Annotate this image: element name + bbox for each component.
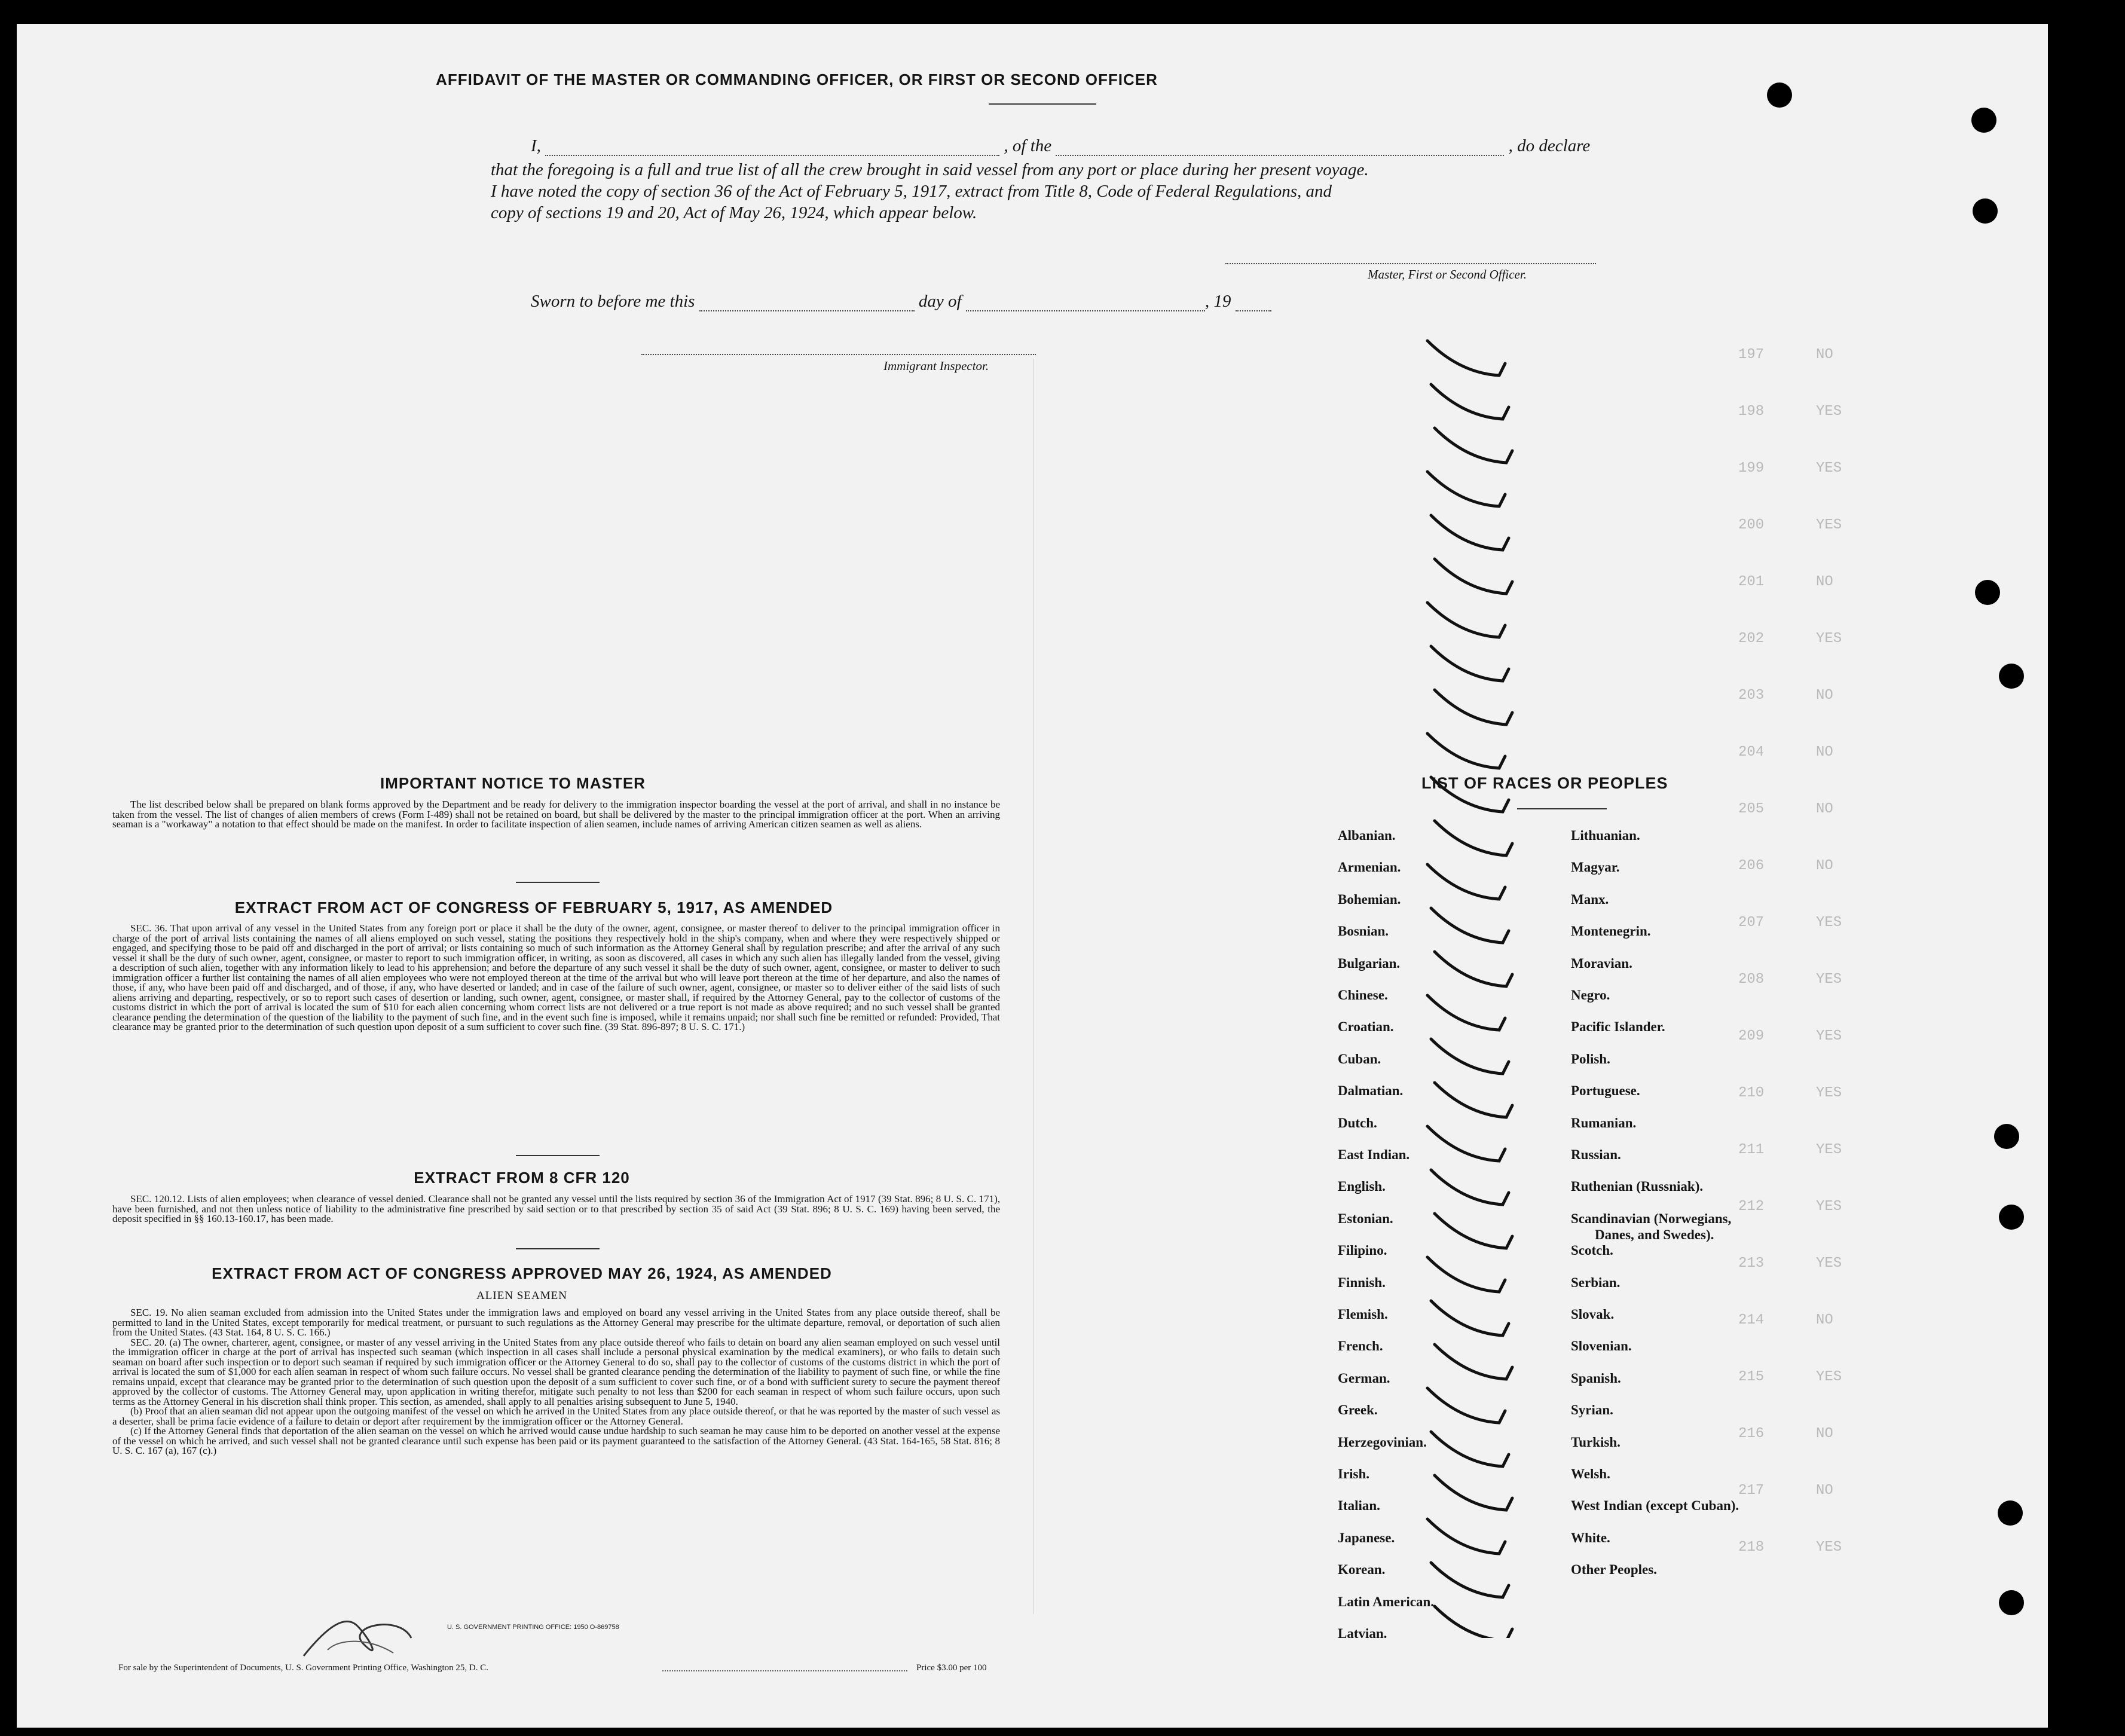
affidavit-of-the: , of the (1004, 136, 1052, 155)
race-left-item: Irish. (1338, 1466, 1370, 1481)
race-right-item: Magyar. (1571, 860, 1620, 875)
section-rule (516, 1155, 600, 1156)
race-left-item: Croatian. (1338, 1019, 1394, 1034)
race-right-item: Turkish. (1571, 1435, 1620, 1450)
race-right-item: Lithuanian. (1571, 828, 1640, 843)
bleed-row-number: 216 (1738, 1426, 1765, 1442)
bleed-code: YES (1816, 1199, 1842, 1215)
vessel-name-blank[interactable] (1056, 139, 1504, 156)
affidavit-line-4: copy of sections 19 and 20, Act of May 26, 1924, which appear below. (491, 203, 977, 222)
bleed-code: YES (1816, 404, 1842, 420)
race-right-item: Slovenian. (1571, 1338, 1632, 1353)
sworn-day-of: day of (918, 292, 962, 311)
inspector-signature-line[interactable] (641, 354, 1036, 355)
bleed-row-number: 203 (1738, 687, 1765, 704)
bleed-code: YES (1816, 1142, 1842, 1158)
race-left-item: Dutch. (1338, 1115, 1377, 1130)
punch-hole (1973, 198, 1998, 224)
check-mark (1427, 733, 1505, 768)
sec-120-paragraph: SEC. 120.12. Lists of alien employees; when clearance of vessel denied. Clearance shall not be granted any vessel until the lists required by section 36 of the Immigration Act of 1917 (39 Stat. 896; 8 U. S. C. 171), have been furnished, and not then unless notice of liability to the administrative fine prescribed by said section or to that prescribed by section 35 of said Act (39 Stat. 896; 8 U. S. C. 169) having been served, the deposit specified in §§ 160.13-160.17, has been made. (112, 1193, 1000, 1224)
race-right-item: Welsh. (1571, 1466, 1610, 1481)
bleed-row-number: 204 (1738, 744, 1765, 760)
race-right-item: White. (1571, 1530, 1610, 1545)
race-left-item: Cuban. (1338, 1052, 1381, 1066)
sworn-day-blank[interactable] (699, 295, 915, 311)
bleed-code: NO (1816, 1312, 1833, 1328)
punch-hole (1999, 664, 2024, 689)
check-mark (1435, 821, 1512, 855)
race-right-item: Negro. (1571, 988, 1610, 1003)
bleed-code: YES (1816, 1539, 1842, 1555)
race-left-item: Herzegovinian. (1338, 1435, 1427, 1450)
price-notice: Price $3.00 per 100 (916, 1663, 987, 1673)
check-mark (1435, 690, 1512, 725)
extract-1917-title: EXTRACT FROM ACT OF CONGRESS OF FEBRUARY 5, 1917, AS AMENDED (234, 898, 833, 916)
bleed-row-number: 207 (1738, 915, 1765, 931)
bleed-code: NO (1816, 744, 1833, 760)
bleed-code: NO (1816, 574, 1833, 590)
check-mark (1435, 1083, 1512, 1117)
punch-hole (1975, 580, 2000, 605)
affidavit-i: I, (531, 136, 541, 155)
bleed-code: NO (1816, 801, 1833, 817)
bleed-code: NO (1816, 1426, 1833, 1442)
sworn-year-prefix: , 19 (1204, 292, 1231, 311)
race-right-item: Scandinavian (Norwegians, (1571, 1211, 1732, 1226)
race-right-item: Danes, and Swedes). (1595, 1227, 1714, 1242)
bleed-code: YES (1816, 1255, 1842, 1272)
bleed-code: YES (1816, 915, 1842, 931)
race-left-item: Bosnian. (1338, 924, 1389, 939)
race-right-item: Manx. (1571, 892, 1609, 907)
manifest-page (17, 24, 2048, 1728)
race-right-item: Ruthenian (Russniak). (1571, 1179, 1704, 1194)
affidavit-line-2: that the foregoing is a full and true list of all the crew brought in said vessel from any port or place during her present voyage. (491, 160, 1369, 179)
check-mark (1435, 1606, 1512, 1638)
bleed-row-number: 213 (1738, 1255, 1765, 1272)
race-left-item: Finnish. (1338, 1275, 1386, 1290)
check-mark (1435, 952, 1512, 986)
signature-scribble (292, 1602, 423, 1674)
race-left-item: Chinese. (1338, 988, 1388, 1003)
race-left-item: East Indian. (1338, 1147, 1410, 1162)
race-right-item: Moravian. (1571, 956, 1632, 971)
race-right-item: Rumanian. (1571, 1115, 1637, 1130)
bleed-row-number: 215 (1738, 1369, 1765, 1385)
bleed-row-number: 202 (1738, 631, 1765, 647)
race-left-item: Albanian. (1338, 828, 1396, 843)
bleed-row-number: 209 (1738, 1028, 1765, 1044)
race-left-item: Korean. (1338, 1562, 1386, 1577)
check-mark (1427, 341, 1505, 375)
section-rule (516, 882, 600, 883)
bleed-row-number: 198 (1738, 404, 1765, 420)
check-mark (1431, 384, 1509, 419)
affidavit-line-1 (531, 136, 1590, 156)
bleed-code: YES (1816, 1369, 1842, 1385)
bleed-code: YES (1816, 631, 1842, 647)
bleed-row-number: 197 (1738, 347, 1765, 363)
master-signature-label: Master, First or Second Officer. (1368, 267, 1527, 282)
bleed-row-number: 218 (1738, 1539, 1765, 1555)
notice-paragraph: The list described below shall be prepared on blank forms approved by the Department and be ready for delivery to the immigration inspector boarding the vessel at the port of arrival, and shall in no instance be taken from the vessel. The list of changes of alien members of crews (Form I-489) shall not be retained on board, but shall be delivered by the master to the principal immigration officer at the port. When an arriving seaman is a "workaway" a notation to that effect should be made on the manifest. In order to facilitate inspection of alien seamen, include names of arriving American citizen seamen as well as aliens. (112, 799, 1000, 830)
bleed-row-number: 205 (1738, 801, 1765, 817)
check-mark (1427, 864, 1505, 899)
column-rule (1033, 359, 1034, 1614)
race-right-item: Montenegrin. (1571, 924, 1651, 939)
race-left-item: Filipino. (1338, 1243, 1387, 1258)
check-mark (1435, 559, 1512, 594)
races-rule (1517, 808, 1607, 809)
race-left-item: Latvian. (1338, 1626, 1387, 1641)
bleed-row-number: 217 (1738, 1483, 1765, 1499)
bleed-code: NO (1816, 1483, 1833, 1499)
race-right-item: Polish. (1571, 1052, 1610, 1066)
notice-title: IMPORTANT NOTICE TO MASTER (380, 774, 646, 792)
race-left-item: Greek. (1338, 1402, 1378, 1417)
check-mark (1431, 646, 1509, 681)
check-mark (1431, 1301, 1509, 1335)
extract-cfr-text (112, 1194, 1000, 1224)
affidavit-title: AFFIDAVIT OF THE MASTER OR COMMANDING OFFICER, OR FIRST OR SECOND OFFICER (436, 71, 1158, 88)
master-signature-line[interactable] (1225, 263, 1596, 264)
extract-1924-text (112, 1308, 1000, 1456)
bleed-code: YES (1816, 517, 1842, 533)
check-mark (1431, 1039, 1509, 1074)
bleed-row-number: 211 (1738, 1142, 1765, 1158)
sworn-text: Sworn to before me this (531, 292, 695, 311)
race-right-item: Serbian. (1571, 1275, 1620, 1290)
bleed-row-number: 200 (1738, 517, 1765, 533)
check-mark (1427, 1388, 1505, 1423)
sec-19-paragraph: SEC. 19. No alien seaman excluded from admission into the United States under the immigration laws and employed on board any vessel arriving in the United States from any place outside thereof, shall be permitted to land in the United States, except temporarily for medical treatment, or pursuant to such regulations as the Attorney General may prescribe for the ultimate departure, removal, or deportation of such alien from the United States. (43 Stat. 164, 8 U. S. C. 166.) (112, 1307, 1000, 1338)
bleed-code: NO (1816, 347, 1833, 363)
race-left-item: Armenian. (1338, 860, 1401, 875)
bleed-row-number: 206 (1738, 858, 1765, 874)
race-right-item: Spanish. (1571, 1371, 1621, 1386)
race-left-item: Estonian. (1338, 1211, 1393, 1226)
affidavit-declare: , do declare (1508, 136, 1591, 155)
race-left-item: Bulgarian. (1338, 956, 1401, 971)
check-mark (1427, 1126, 1505, 1161)
sworn-line (531, 292, 1271, 311)
race-right-item: Russian. (1571, 1147, 1621, 1162)
affidavit-line-3: I have noted the copy of section 36 of the Act of February 5, 1917, extract from Title 8, Code of Federal Regulations, and (491, 182, 1332, 201)
check-mark (1431, 908, 1509, 943)
race-right-item: Portuguese. (1571, 1083, 1640, 1098)
check-mark (1427, 995, 1505, 1030)
sec-36-paragraph: SEC. 36. That upon arrival of any vessel in the United States from any foreign port or place it shall be the duty of the owner, agent, consignee, or master thereof to deliver to the principal immigration officer in charge of the port of arrival lists containing the names of all aliens employed on such vessel, stating the positions they respectively hold in the ship's company, when and where they were respectively shipped or engaged, and specifying those to be paid off and discharged in the port of arrival; or lists containing so much of such information as the Attorney General shall by regulation prescribe; and after the arrival of any such vessel it shall be the duty of such owner, agent, consignee, or master to report to such immigration officer, in writing, as soon as discovered, all cases in which any such alien has illegally landed from the vessel, giving a description of such alien, together with any information likely to lead to his apprehension; and before the departure of any such vessel it shall be the duty of such owner, agent, consignee, or master to deliver to such immigration officer a further list containing the names of all alien employees who were not employed thereon at the time of the arrival but who will leave port thereon at the time of her departure, and also the names of those, if any, who have been paid off and discharged, and of those, if any, who have deserted or landed; and in case of the failure of such owner, agent, consignee, or master so to deliver either of the said lists of such aliens arriving and departing, respectively, or so to report such cases of desertion or landing, such owner, agent, consignee, or master shall, if required by the Attorney General, pay to the collector of customs of the customs district in which the port of arrival is located the sum of $10 for each alien concerning whom correct lists are not delivered or a true report is not made as above required; and no such vessel shall be granted clearance pending the determination of the question of the liability to the payment of such fine, and in the event such fine is imposed, while it remains unpaid; nor shall such fine be remitted or refunded: Provided, That clearance may be granted prior to the determination of such question upon deposit of a sum sufficient to cover such fine. (39 Stat. 896-897; 8 U. S. C. 171.) (112, 922, 1000, 1032)
extract-1924-title: EXTRACT FROM ACT OF CONGRESS APPROVED MAY 26, 1924, AS AMENDED (212, 1264, 832, 1282)
race-left-item: German. (1338, 1371, 1390, 1386)
check-mark (1427, 1257, 1505, 1292)
extract-1917-text (112, 924, 1000, 1032)
bleed-row-number: 208 (1738, 971, 1765, 988)
bleed-code: NO (1816, 858, 1833, 874)
sale-notice: For sale by the Superintendent of Documents, U. S. Government Printing Office, Washington 25, D. C. (118, 1663, 488, 1673)
race-left-item: Dalmatian. (1338, 1083, 1404, 1098)
race-right-item: West Indian (except Cuban). (1571, 1498, 1739, 1513)
punch-hole (1998, 1500, 2023, 1526)
race-left-item: Japanese. (1338, 1530, 1395, 1545)
check-mark (1435, 1344, 1512, 1379)
sworn-year-blank[interactable] (1236, 295, 1271, 311)
races-title: LIST OF RACES OR PEOPLES (1421, 774, 1668, 792)
bleed-code: YES (1816, 1085, 1842, 1101)
notice-text (112, 800, 1000, 830)
bleed-row-number: 201 (1738, 574, 1765, 590)
bleed-code: YES (1816, 1028, 1842, 1044)
bleed-row-number: 212 (1738, 1199, 1765, 1215)
check-mark (1431, 1563, 1509, 1597)
bleed-row-number: 214 (1738, 1312, 1765, 1328)
extract-1924-subtitle: ALIEN SEAMEN (476, 1289, 567, 1302)
race-right-item: Other Peoples. (1571, 1562, 1657, 1577)
race-right-item: Pacific Islander. (1571, 1019, 1665, 1034)
footer-dots (662, 1670, 907, 1671)
punch-hole (1994, 1124, 2019, 1149)
check-mark (1427, 472, 1505, 506)
bleed-code: YES (1816, 971, 1842, 988)
punch-hole (1767, 82, 1792, 108)
check-mark (1431, 515, 1509, 550)
master-name-blank[interactable] (545, 139, 999, 156)
check-mark (1435, 428, 1512, 463)
sec-20a-paragraph: SEC. 20. (a) The owner, charterer, agent, consignee, or master of any vessel arriving in the United States from any place outside thereof who fails to detain on board any alien seaman employed on such vessel until the immigration officer in charge at the port of arrival has inspected such seaman (which inspection in all cases shall include a personal physical examination by the medical examiners), or who fails to detain such seaman on board after such inspection or to deport such seaman if required by such immigration officer or the Attorney General to do so, shall pay to the collector of customs of the customs district in which the port of arrival is located the sum of $1,000 for each alien seaman in respect of whom such failure occurs. No vessel shall be granted clearance pending the determination of the liability to payment of such fine, or while the fine remains unpaid, except that clearance may be granted prior to the determination of such question upon the deposit of a sum sufficient to cover such fine, or of a bond with sufficient surety to secure the payment thereof approved by the collector of customs. The Attorney General may, upon application in writing therefor, mitigate such penalty to not less than $200 for each seaman in respect of whom such failure occurs, upon such terms as the Attorney General in his discretion shall think proper. This section, as amended, shall apply to all penalties arising subsequent to June 5, 1940. (112, 1336, 1000, 1407)
race-right-item: Scotch. (1571, 1243, 1613, 1258)
race-left-item: Italian. (1338, 1498, 1380, 1513)
check-mark (1427, 1519, 1505, 1554)
race-right-item: Slovak. (1571, 1307, 1615, 1322)
bleed-code: NO (1816, 687, 1833, 704)
sec-20c-paragraph: (c) If the Attorney General finds that deportation of the alien seaman on the vessel on which he arrived would cause undue hardship to such seaman he may cause him to be deported on another vessel at the expense of the vessel on which he arrived, and such vessel shall not be granted clearance until such expense has been paid or its payment guaranteed to the satisfaction of the Attorney General. (43 Stat. 164-165, 58 Stat. 816; 8 U. S. C. 167 (a), 167 (c).) (112, 1425, 1000, 1456)
section-rule (516, 1248, 600, 1249)
bleed-row-number: 210 (1738, 1085, 1765, 1101)
gpo-imprint: U. S. GOVERNMENT PRINTING OFFICE: 1950 O-869758 (447, 1624, 619, 1631)
punch-hole (1971, 108, 1996, 133)
sworn-month-blank[interactable] (966, 295, 1205, 311)
extract-cfr-title: EXTRACT FROM 8 CFR 120 (414, 1169, 630, 1187)
race-right-item: Syrian. (1571, 1402, 1613, 1417)
check-mark (1431, 1170, 1509, 1205)
race-left-item: Bohemian. (1338, 892, 1401, 907)
inspector-signature-label: Immigrant Inspector. (883, 359, 989, 373)
bleed-code: YES (1816, 460, 1842, 476)
check-mark (1431, 1432, 1509, 1466)
bleed-row-number: 199 (1738, 460, 1765, 476)
race-left-item: English. (1338, 1179, 1386, 1194)
sec-20b-paragraph: (b) Proof that an alien seaman did not appear upon the outgoing manifest of the vessel on which he arrived in the United States from any place outside thereof, or that he was reported by the master of such vessel as a deserter, shall be prima facie evidence of a failure to detain or deport after requirement by the immigration officer or the Attorney General. (112, 1405, 1000, 1427)
race-left-item: Flemish. (1338, 1307, 1388, 1322)
race-left-item: Latin American. (1338, 1594, 1434, 1609)
punch-hole (1999, 1590, 2024, 1615)
check-mark (1435, 1475, 1512, 1510)
check-mark (1427, 603, 1505, 637)
race-left-item: French. (1338, 1338, 1383, 1353)
title-rule (989, 103, 1096, 105)
check-mark (1435, 1214, 1512, 1248)
punch-hole (1999, 1205, 2024, 1230)
